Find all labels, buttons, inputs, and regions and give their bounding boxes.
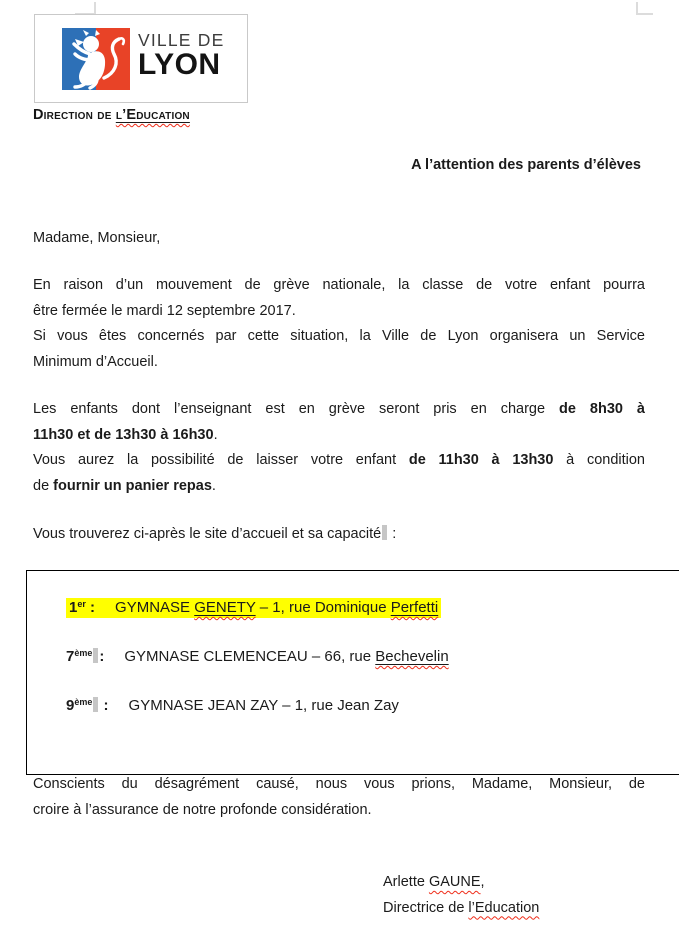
text-run xyxy=(375,648,448,665)
signature-block xyxy=(383,870,539,921)
text-run: ème xyxy=(74,648,93,658)
text-run: : xyxy=(85,599,96,616)
text-run: à condition xyxy=(553,452,645,468)
text-run: : xyxy=(99,648,105,665)
text-run: GENETY xyxy=(194,599,256,616)
margin-mark-top-right-horizontal xyxy=(636,13,653,15)
text-run: ème xyxy=(74,697,93,707)
text-run: Les enfants dont l’enseignant est en grève seront pris en charge xyxy=(33,401,560,417)
text-run xyxy=(194,599,255,616)
text-run: Bechevelin xyxy=(375,648,449,665)
text-run: Conscients du désagrément causé, nous vous prions, Madame, Monsieur, de xyxy=(33,776,645,792)
paragraph-sites-intro xyxy=(33,522,645,548)
text-run: En raison d’un mouvement de grève nationale, la classe de votre enfant pourra xyxy=(33,277,645,293)
text-run: fournir un panier repas xyxy=(53,477,212,494)
text-line xyxy=(383,896,539,922)
text-line xyxy=(66,696,679,717)
text-run: Perfetti xyxy=(390,599,439,616)
text-run: 1 xyxy=(69,599,78,616)
text-run: de 11h30 à 13h30 xyxy=(408,452,554,468)
salutation: Madame, Monsieur, xyxy=(33,230,161,246)
paragraph-care-hours xyxy=(33,397,645,499)
highlighted-text xyxy=(66,598,441,618)
attention-line xyxy=(411,153,641,178)
text-line xyxy=(33,299,645,325)
format-mark xyxy=(93,697,98,712)
paragraph-closing xyxy=(33,772,645,823)
text-run: : xyxy=(99,697,109,714)
text-run: l’Education xyxy=(468,899,540,916)
text-run xyxy=(391,599,439,616)
text-run: 9 xyxy=(66,697,75,714)
text-run: croire à l’assurance de notre profonde considération. xyxy=(33,801,372,818)
text-run: de 8h30 à xyxy=(559,401,645,417)
text-run: Direction de xyxy=(33,107,116,123)
department-heading xyxy=(33,105,190,125)
ville-de-lyon-logo xyxy=(34,14,248,103)
text-run: GYMNASE xyxy=(115,599,195,616)
text-run: GYMNASE CLEMENCEAU – 66, rue xyxy=(124,648,376,665)
text-line xyxy=(66,598,679,619)
text-line xyxy=(383,870,539,896)
text-run: 11h30 et de 13h30 à 16h30 xyxy=(33,426,214,443)
format-mark xyxy=(382,525,387,540)
text-run: A l’attention des parents d’élèves xyxy=(411,157,641,173)
text-line xyxy=(33,397,645,423)
text-run: GAUNE xyxy=(428,874,481,890)
text-line xyxy=(33,350,645,376)
text-run: GYMNASE JEAN ZAY – 1, rue Jean Zay xyxy=(128,697,399,714)
text-run: – 1, rue Dominique xyxy=(255,599,391,616)
text-run: : xyxy=(388,526,397,542)
text-run: Vous aurez la possibilité de laisser votre enfant xyxy=(33,452,409,468)
text-run: de xyxy=(33,477,54,494)
text-run: Vous trouverez ci-après le site d’accueil et sa capacité xyxy=(33,526,382,542)
text-run: , xyxy=(480,874,485,890)
format-mark xyxy=(93,648,98,663)
text-line xyxy=(33,273,645,299)
sites-box xyxy=(26,570,679,775)
text-line xyxy=(66,647,679,668)
text-run: Minimum d’Accueil. xyxy=(33,353,158,370)
text-run: l’Education xyxy=(115,107,190,123)
logo-wordmark xyxy=(138,31,224,80)
text-line xyxy=(33,772,645,798)
text-line xyxy=(33,474,645,500)
text-run xyxy=(116,107,190,123)
lyon-shield-icon xyxy=(62,28,130,90)
text-run: . xyxy=(211,477,216,494)
text-run: 7 xyxy=(66,648,75,665)
text-run: Directrice de xyxy=(383,899,469,916)
text-run: . xyxy=(213,426,218,443)
text-line xyxy=(33,798,645,824)
text-run: être fermée le mardi 12 septembre 2017. xyxy=(33,302,296,319)
text-line xyxy=(33,324,645,350)
text-line xyxy=(33,423,645,449)
text-run: Arlette xyxy=(383,874,429,890)
logo-wordmark-top: VILLE DE xyxy=(138,30,225,50)
logo-wordmark-bottom: LYON xyxy=(138,48,221,81)
text-run: Si vous êtes concernés par cette situation, la Ville de Lyon organisera un Service xyxy=(33,328,645,344)
text-run: er xyxy=(77,599,86,609)
text-line xyxy=(33,448,645,474)
paragraph-strike-notice xyxy=(33,273,645,375)
